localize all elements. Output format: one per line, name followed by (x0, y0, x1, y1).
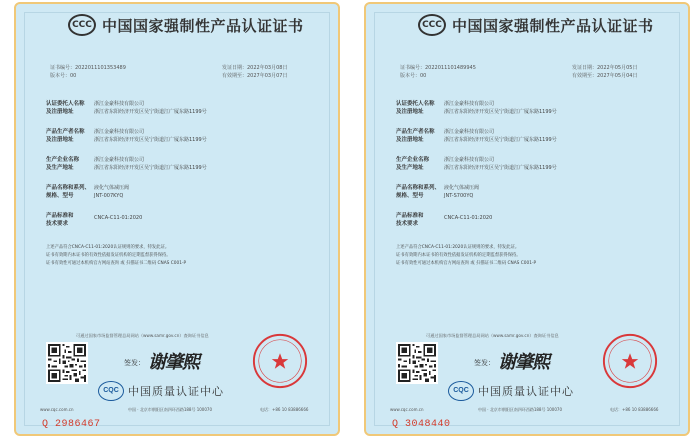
applicant-address: 浙江省东阳经济开发区吴宁街道江广厦东路1199号 (444, 109, 557, 115)
factory-address-label: 及生产地址 (396, 165, 424, 171)
ccc-logo-icon: CCC (68, 14, 96, 36)
statement-line-2: 证书有效期内本证书的有效性依据发证机构的定期监督获得保持。 (396, 253, 521, 258)
applicant-name: 浙江金豪科技有限公司 (94, 101, 145, 107)
manufacturer-label: 产品生产者名称 (396, 129, 435, 135)
factory-name: 浙江金豪科技有限公司 (94, 157, 145, 163)
applicant-label: 认证委托人名称 (46, 101, 85, 107)
cqc-logo-icon: CQC (448, 381, 474, 401)
issue-date: 发证日期：2022年03月08日 (222, 65, 288, 71)
statement-line-1: 上述产品符合CNCA-C11-01:2020认证规则的要求，特发此证。 (396, 245, 520, 250)
product-label: 产品名称和系列、 (396, 185, 441, 191)
signature: 谢肇熙 (148, 352, 199, 373)
product-standard: CNCA-C11-01:2020 (94, 215, 143, 221)
manufacturer-address: 浙江省东阳经济开发区吴宁街道江广厦东路1199号 (94, 137, 207, 143)
issuing-organization: 中国质量认证中心 (478, 385, 574, 398)
official-seal-icon (251, 332, 309, 390)
certificate-card-left (14, 2, 340, 436)
factory-address: 浙江省东阳经济开发区吴宁街道江广厦东路1199号 (444, 165, 557, 171)
tech-requirements-label: 技术要求 (46, 221, 69, 227)
footer-address: 中国 · 北京市朝阳区南四环西路188号 100070 (478, 407, 562, 412)
product-name: 液化气体减压阀 (94, 185, 130, 191)
issue-date: 发证日期：2022年05月05日 (572, 65, 638, 71)
product-model: JNT-007KYQ (94, 193, 124, 199)
manufacturer-address-label: 及注册地址 (46, 137, 74, 143)
certificate-header (366, 14, 688, 40)
issuing-organization: 中国质量认证中心 (128, 385, 224, 398)
footer-phone: 电话：+86 10 83886666 (610, 407, 659, 412)
applicant-address-label: 及注册地址 (46, 109, 74, 115)
certificate-title: 中国国家强制性产品认证证书 (452, 17, 654, 35)
applicant-address-label: 及注册地址 (396, 109, 424, 115)
standard-label: 产品标准和 (396, 213, 424, 219)
ccc-logo-icon: CCC (418, 14, 446, 36)
statement-line-3: 证书有效性可通过本机构官方网站查询 或 扫描证书二维码 CNAS C001-P (396, 261, 537, 266)
statement-line-2: 证书有效期内本证书的有效性依据发证机构的定期监督获得保持。 (46, 253, 171, 258)
model-label: 规格、型号 (396, 193, 424, 199)
manufacturer-address: 浙江省东阳经济开发区吴宁街道江广厦东路1199号 (444, 137, 557, 143)
applicant-address: 浙江省东阳经济开发区吴宁街道江广厦东路1199号 (94, 109, 207, 115)
certificate-header (16, 14, 338, 40)
qr-code-icon (46, 342, 88, 384)
signature: 谢肇熙 (498, 352, 549, 373)
factory-label: 生产企业名称 (46, 157, 80, 163)
tech-requirements-label: 技术要求 (396, 221, 419, 227)
certificate-card-right (364, 2, 690, 436)
factory-label: 生产企业名称 (396, 157, 430, 163)
factory-address: 浙江省东阳经济开发区吴宁街道江广厦东路1199号 (94, 165, 207, 171)
signature-label: 签发： (124, 359, 145, 367)
footer-phone: 电话：+86 10 83886666 (260, 407, 309, 412)
standard-label: 产品标准和 (46, 213, 74, 219)
signature-label: 签发： (474, 359, 495, 367)
applicant-name: 浙江金豪科技有限公司 (444, 101, 495, 107)
footer-website: www.cqc.com.cn (40, 407, 74, 412)
version-number: 版本号：00 (400, 73, 427, 79)
cert-number: 证书编号：2022011101489945 (400, 65, 476, 71)
manufacturer-name: 浙江金豪科技有限公司 (94, 129, 145, 135)
cqc-logo-icon: CQC (98, 381, 124, 401)
expiry-date: 有效期至：2027年05月04日 (572, 73, 638, 79)
applicant-label: 认证委托人名称 (396, 101, 435, 107)
statement-line-3: 证书有效性可通过本机构官方网站查询 或 扫描证书二维码 CNAS C001-P (46, 261, 187, 266)
footer-website: www.cqc.com.cn (390, 407, 424, 412)
manufacturer-label: 产品生产者名称 (46, 129, 85, 135)
qr-code-icon (396, 342, 438, 384)
manufacturer-address-label: 及注册地址 (396, 137, 424, 143)
manufacturer-name: 浙江金豪科技有限公司 (444, 129, 495, 135)
footer-address: 中国 · 北京市朝阳区南四环西路188号 100070 (128, 407, 212, 412)
product-label: 产品名称和系列、 (46, 185, 91, 191)
verification-note: 可通过国家市场监督管理总局网站（www.samr.gov.cn）查询证书信息 (426, 333, 559, 338)
product-standard: CNCA-C11-01:2020 (444, 215, 493, 221)
statement-line-1: 上述产品符合CNCA-C11-01:2020认证规则的要求，特发此证。 (46, 245, 170, 250)
serial-number: Q 2986467 (42, 419, 101, 430)
expiry-date: 有效期至：2027年03月07日 (222, 73, 288, 79)
product-name: 液化气体减压阀 (444, 185, 480, 191)
certificate-title: 中国国家强制性产品认证证书 (102, 17, 304, 35)
product-model: JNT-S700YQ (444, 193, 474, 199)
official-seal-icon (601, 332, 659, 390)
verification-note: 可通过国家市场监督管理总局网站（www.samr.gov.cn）查询证书信息 (76, 333, 209, 338)
model-label: 规格、型号 (46, 193, 74, 199)
factory-name: 浙江金豪科技有限公司 (444, 157, 495, 163)
factory-address-label: 及生产地址 (46, 165, 74, 171)
cert-number: 证书编号：2022011101353489 (50, 65, 126, 71)
version-number: 版本号：00 (50, 73, 77, 79)
serial-number: Q 3048440 (392, 419, 451, 430)
